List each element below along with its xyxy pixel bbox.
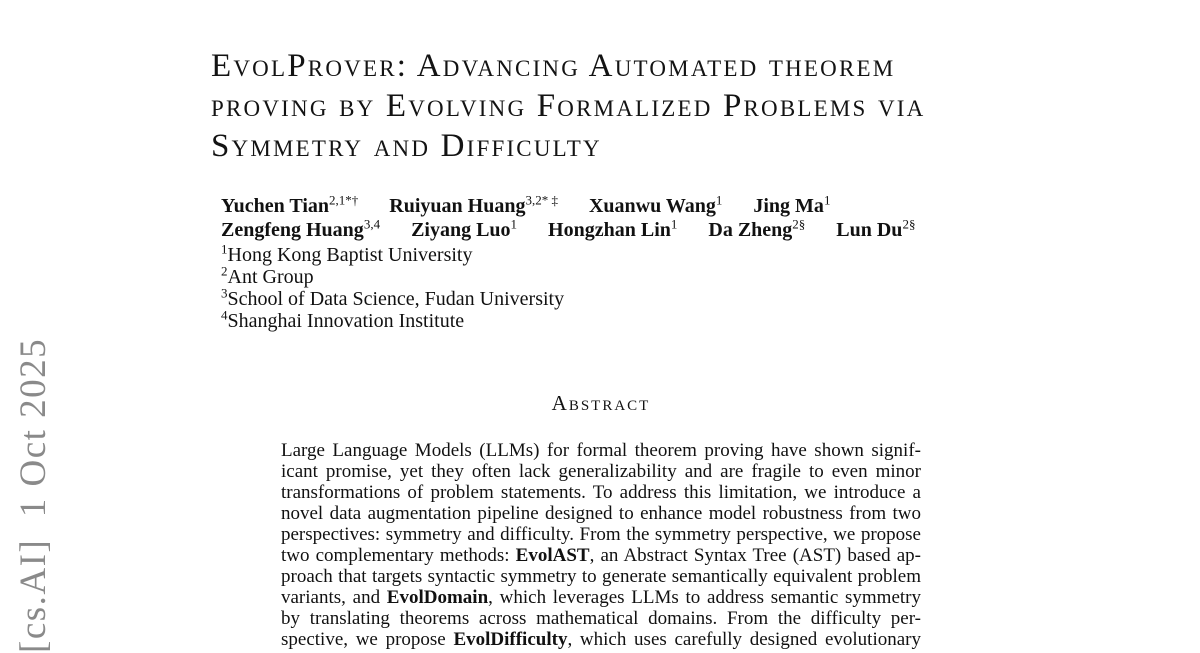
affiliation-item: [221, 263, 564, 288]
author-name: Hongzhan Lin$^1$: [548, 216, 678, 241]
author-name: Lun $Du^{2\S}$: [836, 216, 916, 241]
author-name: Ruiyuan Huang$^{3,2* \ddagger}$: [389, 192, 558, 217]
abstract-line: perspectives: symmetry and difficulty. From the symmetry perspective, we propose: [281, 524, 921, 545]
abstract-line: by translating theorems across mathematical domains. From the difficulty per-: [281, 608, 921, 629]
author-row: [221, 218, 941, 242]
author-name: Ziyang Luo$^1$: [411, 216, 518, 241]
author-superscript: 2§: [902, 216, 916, 232]
affiliation-item: [221, 307, 564, 332]
abstract-line: proach that targets syntactic symmetry to generate semantically equivalent problem: [281, 566, 921, 587]
abstract-heading: Abstract: [551, 391, 651, 415]
title-line-2: proving by Evolving Formalized Problems via: [211, 88, 926, 124]
title-line-1: EvolProver: Advancing Automated theorem: [211, 48, 896, 84]
author-name: Da Zheng$^{2\S}$: [708, 216, 806, 241]
affiliation-item: [221, 285, 565, 310]
abstract-line: spective, we propose EvolDifficulty, which uses carefully designed evolutionary: [281, 629, 922, 650]
author-superscript: 3,2* ‡: [525, 192, 558, 208]
author-superscript: 2,1*†: [329, 192, 359, 208]
affiliation-item: [221, 241, 564, 266]
author-name: Jing Ma$^1$: [753, 192, 831, 217]
abstract-body: [281, 440, 921, 650]
abstract-line: transformations of problem statements. To address this limitation, we introduce a: [281, 482, 921, 503]
author-name: Zengfeng Huang$^{3,4}$: [221, 216, 381, 241]
affiliation-text: Ant Group: [227, 266, 314, 288]
author-name: Yuchen Tian$^{2,1*\dagger}$: [221, 192, 359, 217]
abstract-line: icant promise, yet they often lack generalizability and are fragile to even minor: [281, 461, 921, 482]
paper-title: [211, 46, 1011, 166]
abstract-line: Large Language Models (LLMs) for formal theorem proving have shown signif-: [281, 440, 921, 461]
author-superscript: 1: [510, 216, 518, 232]
affiliation-superscript: 2: [221, 263, 228, 279]
abstract-line: variants, and EvolDomain, which leverages LLMs to address semantic symmetry: [281, 587, 921, 608]
author-name: Xuanwu Wang$^1$: [588, 192, 723, 217]
abstract-line: novel data augmentation pipeline designed to enhance model robustness from two: [281, 503, 921, 524]
affiliation-superscript: 4: [221, 307, 228, 323]
affiliations-block: [221, 241, 565, 332]
affiliation-text: School of Data Science, Fudan University: [227, 288, 565, 310]
author-superscript: 1: [823, 192, 831, 208]
title-line-3: Symmetry and Difficulty: [211, 128, 602, 164]
author-superscript: 1: [715, 192, 723, 208]
author-superscript: 1: [670, 216, 678, 232]
author-row: [221, 194, 941, 218]
affiliation-text: Shanghai Innovation Institute: [227, 310, 465, 332]
authors-block: [221, 194, 941, 242]
author-superscript: 3,4: [363, 216, 381, 232]
affiliation-superscript: 1: [221, 241, 228, 257]
author-superscript: 2§: [792, 216, 806, 232]
arxiv-watermark: [cs.AI] 1 Oct 2025: [13, 337, 54, 653]
abstract-line: two complementary methods: EvolAST, an Abstract Syntax Tree (AST) based ap-: [281, 545, 921, 566]
affiliation-text: Hong Kong Baptist University: [227, 244, 473, 266]
affiliation-superscript: 3: [221, 285, 228, 301]
